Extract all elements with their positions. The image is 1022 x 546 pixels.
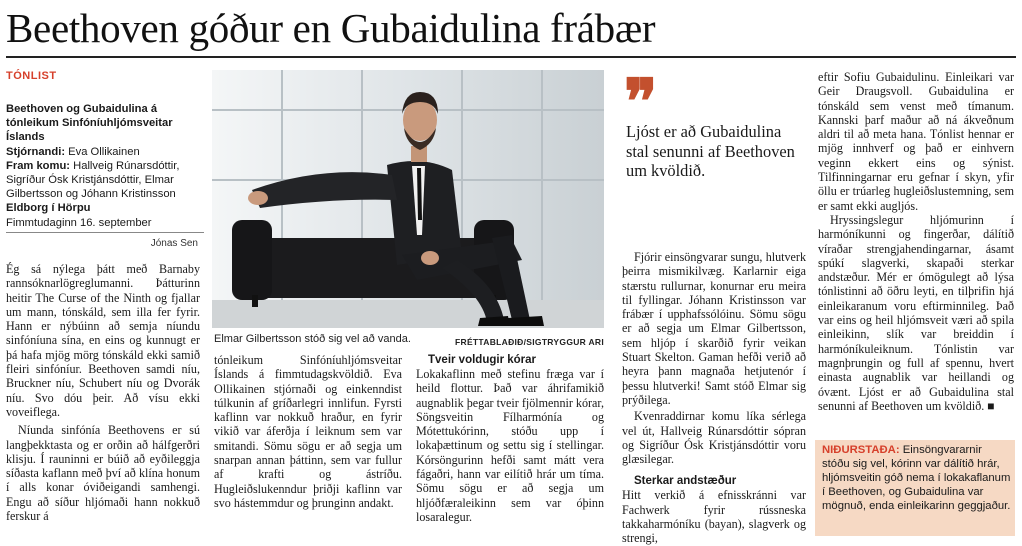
summary-label: NIÐURSTAÐA: bbox=[822, 444, 900, 456]
conductor-line bbox=[6, 145, 204, 159]
paragraph: Níunda sinfónía Beethovens er sú langþekktasta og er orðin að hálfgerðri klisju. Í rauninni er búið að eyðileggja síðasta kaflann með því að klína honum í alls konar óviðeigandi samhengi. Engu að síður hljómaði hann nokkuð ferskur á bbox=[6, 423, 200, 524]
section-label: TÓNLIST bbox=[6, 70, 57, 82]
paragraph: Hitt verkið á efnisskránni var Fachwerk fyrir rússneska takkaharmóníku (bayan), slagverk og strengi, bbox=[622, 488, 806, 546]
performers-names: Hallveig Rúnarsdóttir, Sigríður Ósk Kristjánsdóttir, Elmar Gilbertsson og Jóhann Kristinsson bbox=[6, 159, 180, 201]
paragraph: Ég sá nýlega þátt með Barnaby rannsóknarlögreglumanni. Þátturinn heitir The Curse of the Ninth og fjallar um mann, tónskáld, sem illa fer fyrir. Hann er nýbúinn að semja níundu sinfóníuna sína, en eins og kunnugt er þá hafa mjög mörg tónskáld ekki samið fleiri sinfóníur. Beethoven samdi níu, Bruckner níu, Schubert níu og Dvorák níu. Svo dóu þeir. Að vísu ekki voveiflega. bbox=[6, 262, 200, 419]
article-column-4 bbox=[622, 250, 806, 546]
concert-title: Beethoven og Gubaidulina á tónleikum Sinfóníuhljómsveitar Íslands bbox=[6, 103, 173, 144]
paragraph: tónleikum Sinfóníuhljómsveitar Íslands á fimmtudagskvöldið. Eva Ollikainen stjórnaði og einkenndist túlkunin af gríðarlegri innlifun. Fyrsti kaflinn var nokkuð hraður, en fyrir vikið var áferðja í leiknum sem var smitandi. Sömu sögu er að segja um snarpan annan þáttinn, sem var fullur af krafti og ástríðu. Hugleiðslukenndur þriðji kaflinn var svo hástemmdur og þrunginn andakt. bbox=[214, 353, 402, 510]
photo-credit: FRÉTTABLAÐIÐ/SIGTRYGGUR ARI bbox=[455, 337, 604, 347]
paragraph: eftir Sofiu Gubaidulinu. Einleikari var Geir Draugsvoll. Gubaidulina er tónskáld sem venst með tímanum. Kannski þarf maður að ná ákveðnum aldri til að meta hana. Tónlist hennar er mjög innhverf og það er einhvern veginn ekkert eins og sýnist. Tilfinningarnar eru gefnar í skyn, yfir öllu er trúarleg hugleiðslustemning, sem er samt ekki augljós. bbox=[818, 70, 1014, 213]
paragraph: Kvenraddirnar komu líka sérlega vel út, Hallveig Rúnarsdóttir sópran og Sigríður Ósk Kristjánsdóttir voru glæsilegar. bbox=[622, 409, 806, 467]
concert-photo bbox=[212, 70, 604, 328]
headline-rule bbox=[6, 56, 1016, 58]
summary-text bbox=[822, 443, 1012, 513]
venue: Eldborg í Hörpu bbox=[6, 202, 91, 215]
article-column-1 bbox=[6, 262, 200, 523]
article-column-2 bbox=[214, 353, 402, 510]
concert-date: Fimmtudaginn 16. september bbox=[6, 216, 152, 229]
article-column-3 bbox=[416, 353, 604, 524]
summary-box bbox=[815, 440, 1015, 536]
subheading: Sterkar andstæður bbox=[634, 475, 737, 488]
performers-label: Fram komu: bbox=[6, 159, 71, 172]
performers-line bbox=[6, 159, 204, 202]
tenor-photo-illustration bbox=[212, 70, 604, 328]
conductor-name: Eva Ollikainen bbox=[65, 145, 140, 158]
article-column-5 bbox=[818, 70, 1014, 413]
conductor-label: Stjórnandi: bbox=[6, 145, 66, 158]
quote-mark-icon: ❞ bbox=[624, 69, 658, 137]
photo-caption: Elmar Gilbertsson stóð sig vel að vanda. bbox=[214, 333, 411, 345]
paragraph: Hryssingslegur hljómurinn í harmóníkunni og fingerðar, dálítið víraðar strengjahendingarnar, ásamt spúkí slagverki, skapaði sterkar andstæður. Mér er ómögulegt að lýsa tónlistinni að öðru leyti, en tilþrifin hjá einleikaranum voru eftirminnileg. Það var eins og heil hljómsveit væri að spila einleikinn, slík var breiddin í harmóníkuleiknum. Tónlistin var magnþrungin og full af spennu, hvert einasta augnablik var heillandi og óvænt. Ljóst er að Gubaidulina stal senunni af Beethoven um kvöldið. ■ bbox=[818, 212, 1014, 413]
concert-info bbox=[6, 102, 204, 230]
pull-quote: Ljóst er að Gubaidulina stal senunni af Beethoven um kvöldið. bbox=[626, 122, 795, 180]
paragraph: Lokakaflinn með stefinu fræga var í heild flottur. Það var áhrifamikið augnablik þegar tveir fjölmennir kórar, Söngsveitin Fílharmónía og Mótettukórinn, stóðu upp í lokaþættinum og settu sig í stellingar. Kórsöngurinn hefði samt mátt vera fágaðri, hann var eilítið hrár um tíma. Sömu sögu er að segja um hljóðfæraleikinn sem var óþinn losaralegur. bbox=[416, 367, 604, 524]
summary-body: Einsöngvararnir stóðu sig vel, kórinn var dálítið hrár, hljómsveitin góð nema í lokakaflanum í Beethoven, og Gubaidulina var mögnuð, enda einleikarinn geggjaður. bbox=[822, 444, 1011, 512]
paragraph: Fjórir einsöngvarar sungu, hlutverk þeirra mismikilvæg. Karlarnir eiga stærstu rullurnar, konurnar eru meira til fyllingar. Jóhann Kristinsson var frábær í upphafssólóinu. Sömu sögu er að segja um Elmar Gilbertsson, sem hljóp í skarðið fyrir veikan Stuart Skelton. Gaman hefði verið að heyra þann magnaða hetjutenór í þessu hlutverki! Samt stóð Elmar sig prýðilega. bbox=[622, 250, 806, 407]
headline: Beethoven góður en Gubaidulina frábær bbox=[6, 5, 656, 51]
subheading: Tveir voldugir kórar bbox=[428, 354, 537, 366]
author-byline: Jónas Sen bbox=[150, 238, 198, 249]
info-rule bbox=[6, 232, 204, 233]
